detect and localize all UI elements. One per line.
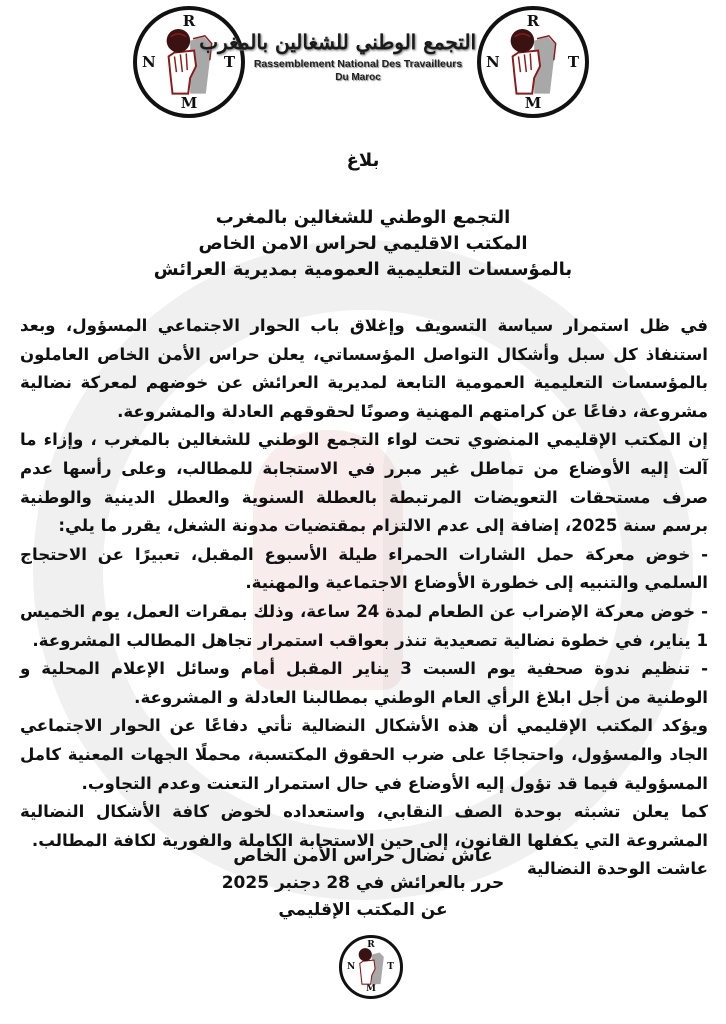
logo-letter-n: N <box>486 53 500 71</box>
subtitle-line: التجمع الوطني للشغالين بالمغرب <box>215 207 511 228</box>
rntm-logo-footer <box>339 935 403 999</box>
logo-letter-m: M <box>366 984 376 994</box>
signatory: عن المكتب الإقليمي <box>278 900 448 920</box>
document-subtitle <box>0 205 726 283</box>
logo-letter-m: M <box>524 94 542 112</box>
rntm-logo-left <box>133 6 245 118</box>
brand-name-french-country: Du Maroc <box>335 72 381 83</box>
document-signature <box>0 843 726 924</box>
brand-name-french: Rassemblement National Des Travailleurs <box>253 58 463 70</box>
logo-letter-t: T <box>387 962 394 972</box>
logo-letter-r: R <box>526 12 540 30</box>
letterhead <box>0 0 726 120</box>
document-title: بلاغ <box>346 150 380 171</box>
logo-letter-n: N <box>347 962 356 972</box>
logo-letter-m: M <box>180 94 198 112</box>
paragraph-slogan: عاشت الوحدة النضالية <box>526 859 708 879</box>
paragraph-intro: في ظل استمرار سياسة التسويف وإغلاق باب الحوار الاجتماعي المسؤول، وبعد استنفاذ كل سبل وأشكال التواصل المؤسساتي، يعلن حراس الأمن الخاص العاملون بالمؤسسات التعليمية العمومية التابعة لمديرية العرائش عن خوضهم لمعركة نضالية مشروعة، دفاعًا عن كرامتهم المهنية وصونًا لحقوقهم العادلة والمشروعة. <box>20 316 708 421</box>
list-item-hunger-strike: - خوض معركة الإضراب عن الطعام لمدة 24 ساعة، وذلك بمقرات العمل، يوم الخميس 1 يناير، في خطوة نضالية تصعيدية تنذر بعواقب استمرار تجاهل المطالب المشروعة. <box>20 601 708 650</box>
rntm-logo-right <box>477 6 589 118</box>
logo-letter-n: N <box>142 53 156 71</box>
logo-letter-r: R <box>367 940 375 950</box>
logo-letter-r: R <box>182 12 196 30</box>
subtitle-line: المكتب الاقليمي لحراس الامن الخاص <box>198 233 528 254</box>
logo-letter-t: T <box>223 53 235 71</box>
subtitle-line: بالمؤسسات التعليمية العمومية بمديرية العرائش <box>153 259 573 280</box>
closing-slogan: عاش نضال حراس الأمن الخاص <box>233 846 493 866</box>
document-body <box>20 312 708 884</box>
brand-name-arabic: التجمع الوطني للشغالين بالمغرب <box>199 30 476 54</box>
list-item-red-badges: - خوض معركة حمل الشارات الحمراء طيلة الأسبوع المقبل، تعبيرًا عن الاحتجاج السلمي والتنبيه إلى خطورة الأوضاع الاجتماعية والمهنية. <box>20 544 708 593</box>
raised-fists-icon <box>504 27 564 96</box>
paragraph-decision: إن المكتب الإقليمي المنضوي تحت لواء التجمع الوطني للشغالين بالمغرب ، وإزاء ما آلت إليه الأوضاع من تماطل غير مبرر في الاستجابة للمطالب، وعلى رأسها عدم صرف مستحقات التعويضات المرتبطة بالعطلة السنوية والعطل الدينية والوطنية برسم سنة 2025، إضافة إلى عدم الالتزام بمقتضيات مدونة الشغل، يقرر ما يلي: <box>20 430 708 536</box>
signing-place-date: حرر بالعرائش في 28 دجنبر 2025 <box>221 873 505 893</box>
paragraph-affirmation: ويؤكد المكتب الإقليمي أن هذه الأشكال النضالية تأتي دفاعًا عن الحوار الاجتماعي الجاد والمسؤول، واحتجاجًا على ضرب الحقوق المكتسبة، محملًا الجهات المعنية كامل المسؤولية فيما قد تؤول إليه الأوضاع في حال استمرار التعنت وعدم التجاوب. <box>20 716 708 793</box>
logo-letter-t: T <box>567 53 579 71</box>
organization-brand <box>199 30 476 83</box>
paragraph-unity: كما يعلن تشبثه بوحدة الصف النقابي، واستعداده لخوض كافة الأشكال النضالية المشروعة التي يكفلها القانون، إلى حين الاستجابة الكاملة والفورية لكافة المطالب. <box>20 802 708 850</box>
list-item-press-conference: - تنظيم ندوة صحفية يوم السبت 3 يناير المقبل أمام وسائل الإعلام المحلية و الوطنية من أجل ابلاغ الرأي العام الوطني بمطالبنا العادلة و المشروعة. <box>20 659 708 707</box>
raised-fists-icon <box>355 947 389 985</box>
